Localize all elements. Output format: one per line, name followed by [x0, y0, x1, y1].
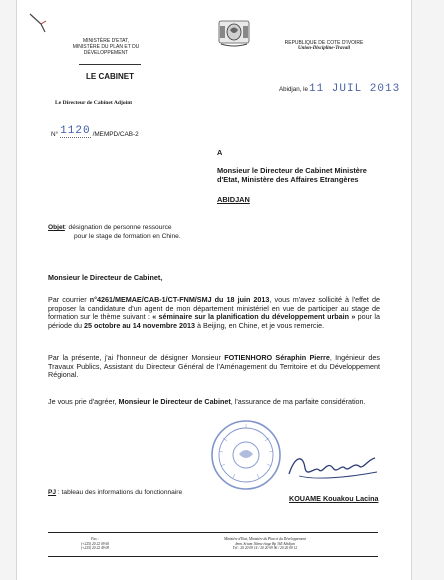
- p1-text-c: pour la période du: [48, 312, 380, 330]
- p3-text-a: Je vous prie d'agréer,: [48, 397, 119, 406]
- paragraph-request: [48, 296, 380, 330]
- recipient-address: [217, 166, 397, 184]
- p1-text-a: Par courrier: [48, 295, 90, 304]
- header-divider: [79, 64, 141, 65]
- ministry-header: [51, 38, 161, 56]
- document-page: [17, 0, 411, 580]
- attachment-label: PJ: [48, 489, 57, 496]
- republic-header: [269, 40, 379, 52]
- coat-of-arms-icon: [217, 18, 251, 48]
- salutation: Monsieur le Directeur de Cabinet,: [48, 273, 163, 282]
- p1-period: 25 octobre au 14 novembre 2013: [83, 320, 196, 330]
- ministry-line2: MINISTÈRE DU PLAN ET DU DÉVELOPPEMENT: [72, 44, 140, 56]
- viewer-right-margin: [411, 0, 444, 580]
- director-adjoint-label: Le Directeur de Cabinet Adjoint: [55, 100, 133, 106]
- footer-bottom-divider: [48, 556, 378, 557]
- recipient-line2: d'Etat, Ministère des Affaires Etrangères: [217, 175, 359, 184]
- p3-text-c: , l'assurance de ma parfaite considération.: [230, 397, 366, 406]
- p2-text-a: Par la présente, j'ai l'honneur de désigner Monsieur: [48, 353, 225, 362]
- p2-designee-name: FOTIENHORO Séraphin Pierre: [224, 353, 330, 362]
- p2-text-b: , Ingénieur des Travaux Publics, Assistant du Directeur Général de l'Aménagement du Territoire et du Développement Régional.: [48, 353, 380, 380]
- footer-divider: [48, 532, 378, 533]
- p1-text-d: à Beijing, en Chine, et je vous remercie.: [195, 320, 325, 330]
- recipient-a: A: [217, 148, 223, 157]
- ministry-line1: MINISTÈRE D'ETAT,: [82, 38, 130, 44]
- subject-line2: pour le stage de formation en Chine.: [74, 232, 181, 240]
- reference-handwritten-number: 1120: [60, 125, 91, 137]
- footer-fax-1: (+225) 20 22 09 60: [80, 541, 110, 546]
- attachment-note: [48, 489, 182, 496]
- signatory-name: KOUAME Kouakou Lacina: [289, 494, 379, 503]
- place-label: Abidjan, le: [279, 86, 308, 93]
- footer-address: [175, 537, 355, 551]
- paragraph-closing: [48, 398, 380, 407]
- p1-text-b: , vous m'avez sollicité à l'effet de proposer la candidature d'un agent de mon département ministériel en vue de participer au stage de formation sur le thème suivant :: [48, 295, 380, 322]
- p3-title: Monsieur le Directeur de Cabinet: [118, 397, 231, 406]
- handwritten-signature-icon: [285, 446, 381, 484]
- recipient-line1: Monsieur le Directeur de Cabinet Ministère: [217, 166, 367, 175]
- reference-prefix: N°: [51, 131, 59, 138]
- p1-theme: « séminaire sur la planification du développement urbain »: [152, 312, 356, 322]
- footer-street: Imm. Sciam 16ème étage Bp 365 Abidjan: [235, 541, 295, 546]
- recipient-city: ABIDJAN: [217, 195, 250, 204]
- subject-label: Objet: [48, 224, 65, 231]
- attachment-text: : tableau des informations du fonctionnaire: [56, 489, 183, 496]
- republic-motto: Union-Discipline-Travail: [297, 46, 351, 51]
- official-seal-icon: [209, 418, 283, 492]
- p1-reference: n°4261/MEMAE/CAB-1/CT-FNM/SMJ du 18 juin 2013: [89, 295, 270, 304]
- paragraph-designation: [48, 354, 380, 380]
- reference-number: [51, 125, 139, 138]
- reference-suffix: /MEMPD/CAB-2: [92, 131, 139, 138]
- cabinet-title: LE CABINET: [86, 72, 134, 81]
- republic-name: REPUBLIQUE DE COTE D'IVOIRE: [284, 40, 364, 46]
- subject-block: [48, 224, 181, 241]
- pen-mark-icon: [27, 10, 49, 36]
- date-stamp: 11 JUIL 2013: [309, 83, 401, 95]
- subject-line1: : désignation de personne ressource: [64, 224, 172, 231]
- footer-fax: [55, 537, 135, 551]
- footer-phone: Tél : 20 20 09 14 / 20 20 09 96 / 20 20 09 12: [232, 546, 298, 551]
- footer-fax-2: (+225) 20 22 49 09: [80, 546, 110, 551]
- viewer-left-margin: [0, 0, 17, 580]
- footer-fax-label: Fax :: [91, 537, 99, 541]
- footer-ministry: Ministère d'Etat, Ministère du Plan et du Développement: [224, 537, 306, 541]
